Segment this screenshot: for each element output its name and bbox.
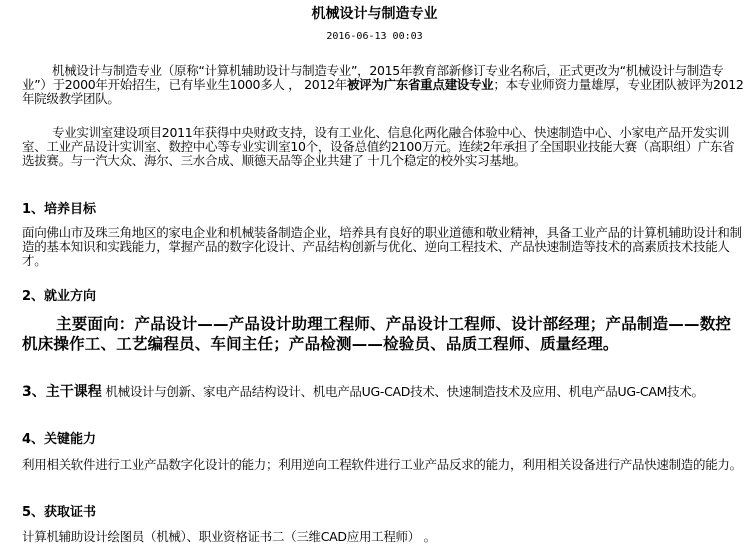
section-body-goals: 面向佛山市及珠三角地区的家电企业和机械装备制造企业，培养具有良好的职业道德和敬业精神，具备工业产品的计算机辅助设计和制造的基本知识和实践能力，掌握产品的数字化设计、产品结构创新与优化、逆向工程技术、产品快速制造等技术的高素质技术技能人才。 bbox=[22, 225, 742, 268]
facilities-paragraph: 专业实训室建设项目2011年获得中央财政支持，设有工业化、信息化两化融合体验中心、快速制造中心、小家电产品开发实训室、工业产品设计实训室、数控中心等专业实训室10个，设备总值约2100万元。连续2年承担了全国职业技能大赛（高职组）广东省选拔赛。与一汽大众、海尔、三水合成、顺德天品等企业共建了 十几个稳定的校外实习基地。 bbox=[22, 125, 735, 168]
section-heading-courses: 3、主干课程 bbox=[22, 384, 102, 400]
section-heading-careers: 2、就业方向 bbox=[22, 289, 97, 304]
section-body-careers: 主要面向：产品设计——产品设计助理工程师、产品设计工程师、设计部经理；产品制造——数控机床操作工、工艺编程员、车间主任；产品检测——检验员、品质工程师、质量经理。 bbox=[22, 315, 732, 353]
section-body-certificates: 计算机辅助设计绘图员（机械）、职业资格证书二（三维CAD应用工程师） 。 bbox=[22, 529, 436, 544]
intro-text-a: 机械设计与制造专业（原称“计算机辅助设计与制造专业”，2015年教育部新修订专业名称后，正式更改为“机械设计与制造专业”）于2000年开始招生，已有毕业生1000多人 ， 2012年 bbox=[22, 63, 724, 92]
intro-paragraph bbox=[22, 64, 744, 106]
section-heading-abilities: 4、关键能力 bbox=[22, 432, 97, 447]
section-body-abilities: 利用相关软件进行工业产品数字化设计的能力；利用逆向工程软件进行工业产品反求的能力，利用相关设备进行产品快速制造的能力。 bbox=[22, 457, 742, 472]
section-body-courses: 机械设计与创新、家电产品结构设计、机电产品UG-CAD技术、快速制造技术及应用、机电产品UG-CAM技术。 bbox=[101, 384, 704, 399]
intro-text-c: ；本专业师资力量雄厚，专业团队被评为2012年院级教学团队。 bbox=[22, 77, 744, 106]
section-heading-goals: 1、培养目标 bbox=[22, 202, 97, 217]
section-heading-certificates: 5、获取证书 bbox=[22, 505, 97, 520]
section-courses bbox=[22, 385, 744, 399]
page-title: 机械设计与制造专业 bbox=[311, 6, 438, 22]
publish-date: 2016-06-13 00:03 bbox=[326, 31, 423, 42]
intro-highlight: 被评为广东省重点建设专业 bbox=[346, 77, 494, 92]
